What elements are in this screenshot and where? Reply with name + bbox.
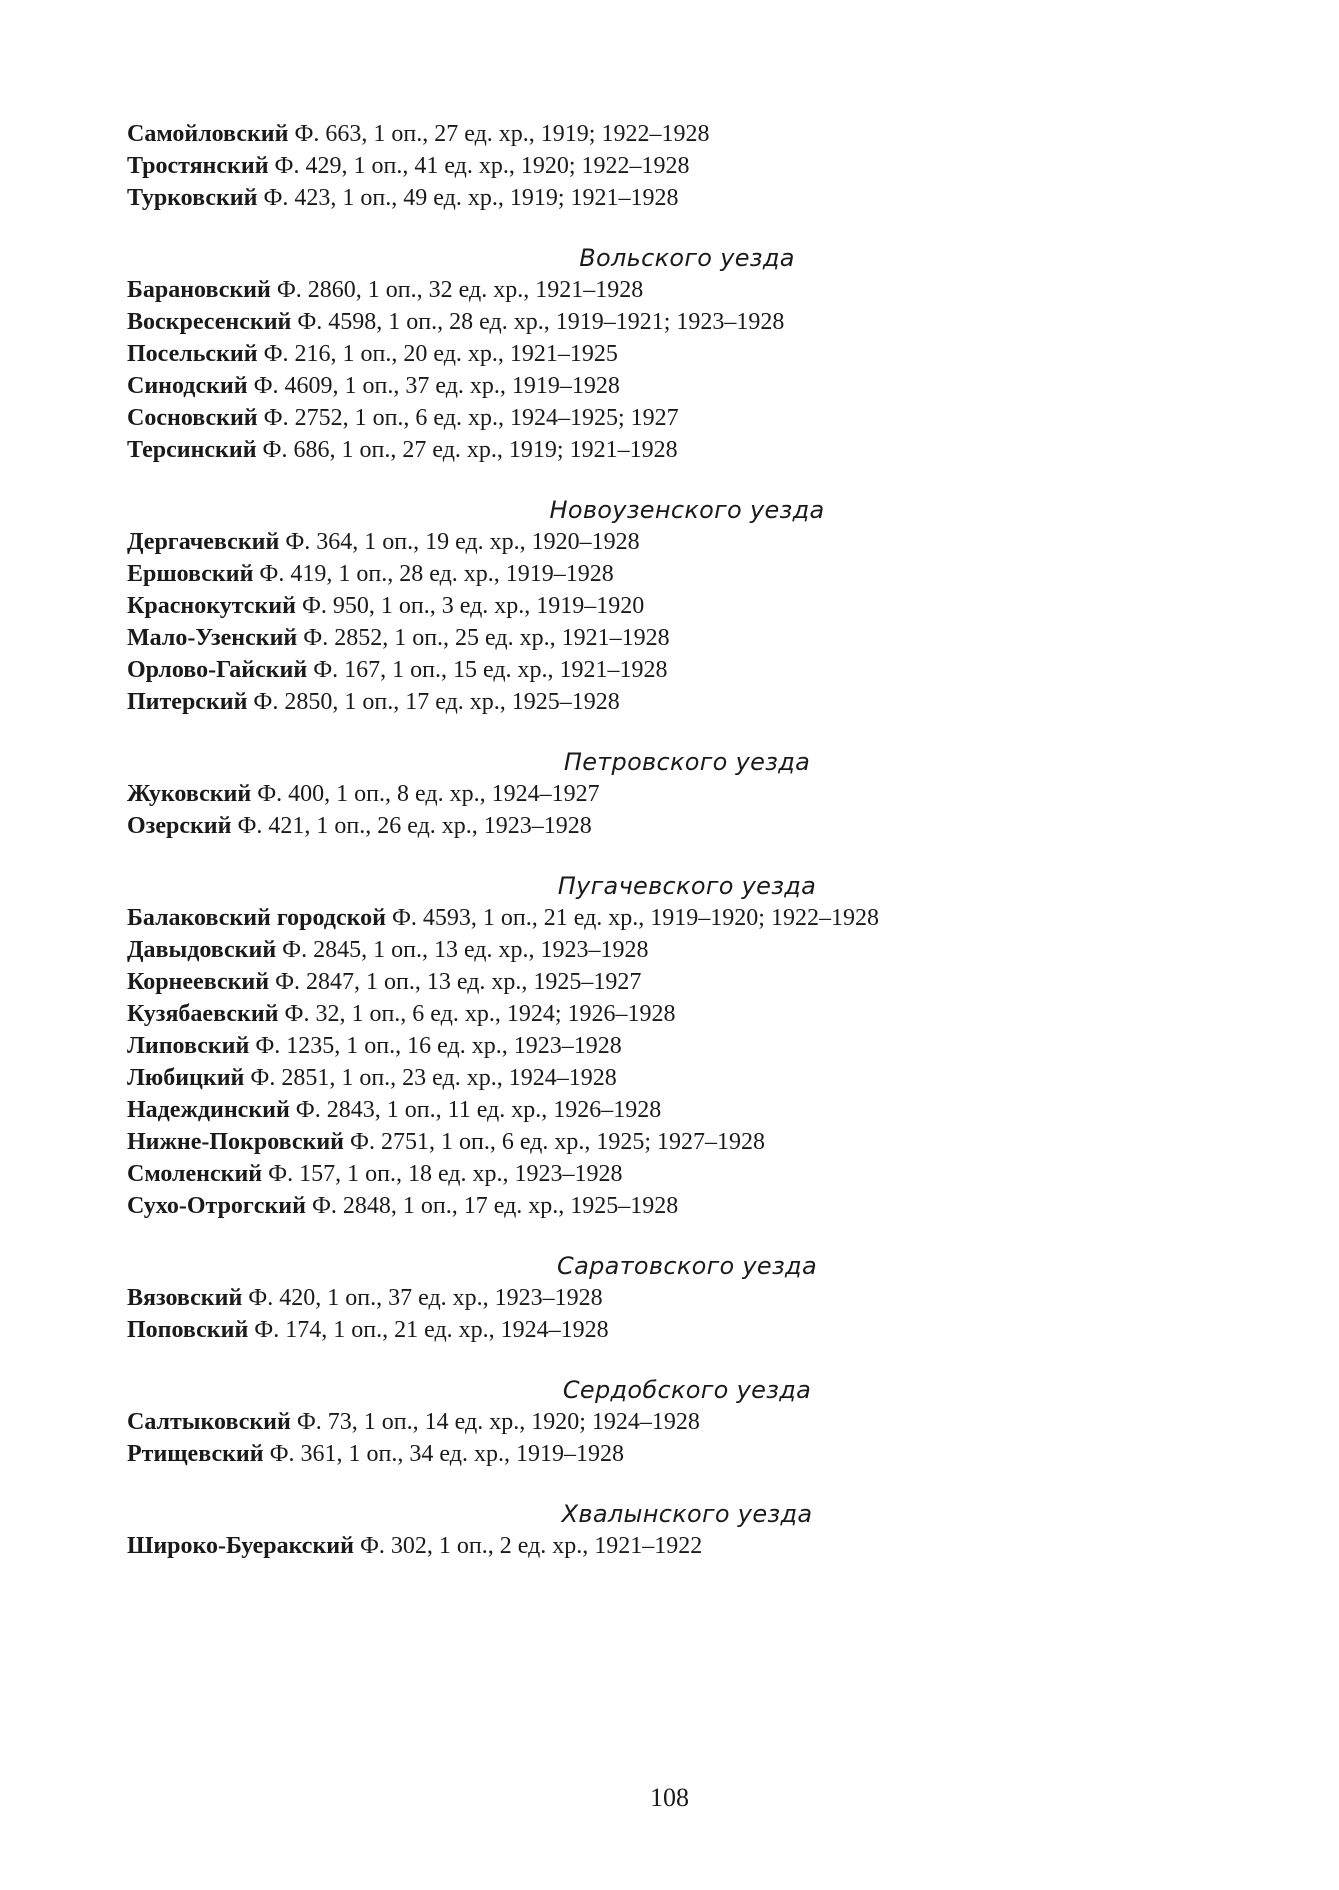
entry-name: Посельский xyxy=(127,341,258,367)
entry-name: Сухо-Отрогский xyxy=(127,1193,306,1219)
list-item xyxy=(127,934,1227,966)
entry-name: Орлово-Гайский xyxy=(127,657,308,683)
entry-details: Ф. 2850, 1 оп., 17 ед. хр., 1925–1928 xyxy=(253,689,620,715)
entry-name: Барановский xyxy=(127,277,271,303)
section-saratov xyxy=(127,1250,1227,1346)
entry-details: Ф. 4593, 1 оп., 21 ед. хр., 1919–1920; 1922–1928 xyxy=(391,905,879,931)
entry-name: Терсинский xyxy=(127,437,257,463)
entry-name: Вязовский xyxy=(127,1285,243,1311)
entry-details: Ф. 2751, 1 оп., 6 ед. хр., 1925; 1927–1928 xyxy=(350,1129,766,1155)
section-continued xyxy=(127,118,1227,214)
section-heading: Петровского уезда xyxy=(563,748,811,776)
list-item xyxy=(127,370,1227,402)
list-item xyxy=(127,434,1227,466)
entry-name: Сосновский xyxy=(127,405,258,431)
entry-details: Ф. 361, 1 оп., 34 ед. хр., 1919–1928 xyxy=(269,1441,624,1467)
entry-name: Турковский xyxy=(127,185,258,211)
list-item xyxy=(127,1406,1227,1438)
list-item xyxy=(127,686,1227,718)
list-item xyxy=(127,1314,1227,1346)
entry-details: Ф. 663, 1 оп., 27 ед. хр., 1919; 1922–1928 xyxy=(294,121,710,147)
entry-details: Ф. 4609, 1 оп., 37 ед. хр., 1919–1928 xyxy=(253,373,620,399)
entry-details: Ф. 216, 1 оп., 20 ед. хр., 1921–1925 xyxy=(263,341,618,367)
section-heading: Хвалынского уезда xyxy=(561,1500,813,1528)
entry-details: Ф. 174, 1 оп., 21 ед. хр., 1924–1928 xyxy=(254,1317,609,1343)
entry-details: Ф. 2847, 1 оп., 13 ед. хр., 1925–1927 xyxy=(275,969,642,995)
entry-details: Ф. 2845, 1 оп., 13 ед. хр., 1923–1928 xyxy=(282,937,649,963)
entry-name: Балаковский городской xyxy=(127,905,386,931)
entry-details: Ф. 364, 1 оп., 19 ед. хр., 1920–1928 xyxy=(285,529,640,555)
section-pugachev xyxy=(127,870,1227,1222)
entry-details: Ф. 2752, 1 оп., 6 ед. хр., 1924–1925; 1927 xyxy=(263,405,679,431)
list-item xyxy=(127,526,1227,558)
list-item xyxy=(127,1438,1227,1470)
list-item xyxy=(127,966,1227,998)
list-item xyxy=(127,1126,1227,1158)
list-item xyxy=(127,338,1227,370)
section-heading: Саратовского уезда xyxy=(557,1252,817,1280)
entry-name: Поповский xyxy=(127,1317,249,1343)
entry-details: Ф. 421, 1 оп., 26 ед. хр., 1923–1928 xyxy=(237,813,592,839)
entry-details: Ф. 400, 1 оп., 8 ед. хр., 1924–1927 xyxy=(257,781,600,807)
entry-name: Нижне-Покровский xyxy=(127,1129,345,1155)
entry-details: Ф. 32, 1 оп., 6 ед. хр., 1924; 1926–1928 xyxy=(284,1001,676,1027)
list-item xyxy=(127,150,1227,182)
list-item xyxy=(127,654,1227,686)
list-item xyxy=(127,1530,1227,1562)
section-heading: Сердобского уезда xyxy=(562,1376,812,1404)
document-body xyxy=(127,118,1227,1562)
entry-details: Ф. 420, 1 оп., 37 ед. хр., 1923–1928 xyxy=(248,1285,603,1311)
entry-name: Надеждинский xyxy=(127,1097,290,1123)
entry-details: Ф. 2843, 1 оп., 11 ед. хр., 1926–1928 xyxy=(295,1097,662,1123)
entry-name: Самойловский xyxy=(127,121,289,147)
entry-details: Ф. 423, 1 оп., 49 ед. хр., 1919; 1921–1928 xyxy=(263,185,679,211)
section-heading: Вольского уезда xyxy=(579,244,795,272)
entry-name: Дергачевский xyxy=(127,529,280,555)
entry-details: Ф. 302, 1 оп., 2 ед. хр., 1921–1922 xyxy=(359,1533,703,1559)
list-item xyxy=(127,1062,1227,1094)
section-heading: Пугачевского уезда xyxy=(557,872,817,900)
list-item xyxy=(127,558,1227,590)
list-item xyxy=(127,1190,1227,1222)
entry-details: Ф. 157, 1 оп., 18 ед. хр., 1923–1928 xyxy=(268,1161,623,1187)
entry-details: Ф. 686, 1 оп., 27 ед. хр., 1919; 1921–1928 xyxy=(262,437,678,463)
entry-name: Кузябаевский xyxy=(127,1001,279,1027)
list-item xyxy=(127,402,1227,434)
list-item xyxy=(127,810,1227,842)
list-item xyxy=(127,590,1227,622)
entry-name: Липовский xyxy=(127,1033,250,1059)
entry-details: Ф. 2860, 1 оп., 32 ед. хр., 1921–1928 xyxy=(276,277,644,303)
entry-name: Давыдовский xyxy=(127,937,277,963)
list-item xyxy=(127,118,1227,150)
entry-details: Ф. 1235, 1 оп., 16 ед. хр., 1923–1928 xyxy=(255,1033,622,1059)
entry-details: Ф. 2851, 1 оп., 23 ед. хр., 1924–1928 xyxy=(250,1065,617,1091)
section-petrovsk xyxy=(127,746,1227,842)
entry-name: Краснокутский xyxy=(127,593,296,619)
section-khvalynsk xyxy=(127,1498,1227,1562)
entry-details: Ф. 419, 1 оп., 28 ед. хр., 1919–1928 xyxy=(259,561,614,587)
entry-name: Смоленский xyxy=(127,1161,263,1187)
entry-name: Тростянский xyxy=(127,153,269,179)
section-heading: Новоузенского уезда xyxy=(549,496,825,524)
list-item xyxy=(127,1158,1227,1190)
entry-details: Ф. 73, 1 оп., 14 ед. хр., 1920; 1924–1928 xyxy=(296,1409,700,1435)
entry-name: Питерский xyxy=(127,689,248,715)
section-volsk xyxy=(127,242,1227,466)
page-number: 108 xyxy=(650,1783,689,1812)
list-item xyxy=(127,306,1227,338)
list-item xyxy=(127,274,1227,306)
entry-name: Синодский xyxy=(127,373,248,399)
entry-name: Мало-Узенский xyxy=(127,625,298,651)
list-item xyxy=(127,1282,1227,1314)
entry-details: Ф. 950, 1 оп., 3 ед. хр., 1919–1920 xyxy=(301,593,645,619)
list-item xyxy=(127,998,1227,1030)
entry-name: Широко-Буеракский xyxy=(127,1533,354,1559)
entry-name: Любицкий xyxy=(127,1065,245,1091)
section-novouzensk xyxy=(127,494,1227,718)
list-item xyxy=(127,1094,1227,1126)
entry-details: Ф. 4598, 1 оп., 28 ед. хр., 1919–1921; 1923–1928 xyxy=(297,309,785,335)
entry-name: Корнеевский xyxy=(127,969,270,995)
entry-name: Жуковский xyxy=(127,781,252,807)
entry-details: Ф. 429, 1 оп., 41 ед. хр., 1920; 1922–1928 xyxy=(274,153,690,179)
entry-details: Ф. 167, 1 оп., 15 ед. хр., 1921–1928 xyxy=(313,657,668,683)
list-item xyxy=(127,902,1227,934)
list-item xyxy=(127,778,1227,810)
entry-name: Салтыковский xyxy=(127,1409,291,1435)
entry-details: Ф. 2848, 1 оп., 17 ед. хр., 1925–1928 xyxy=(311,1193,679,1219)
entry-name: Ершовский xyxy=(127,561,254,587)
entry-name: Ртищевский xyxy=(127,1441,264,1467)
list-item xyxy=(127,182,1227,214)
section-serdobsk xyxy=(127,1374,1227,1470)
entry-name: Озерский xyxy=(127,813,232,839)
entry-details: Ф. 2852, 1 оп., 25 ед. хр., 1921–1928 xyxy=(303,625,670,651)
list-item xyxy=(127,622,1227,654)
entry-name: Воскресенский xyxy=(127,309,292,335)
list-item xyxy=(127,1030,1227,1062)
